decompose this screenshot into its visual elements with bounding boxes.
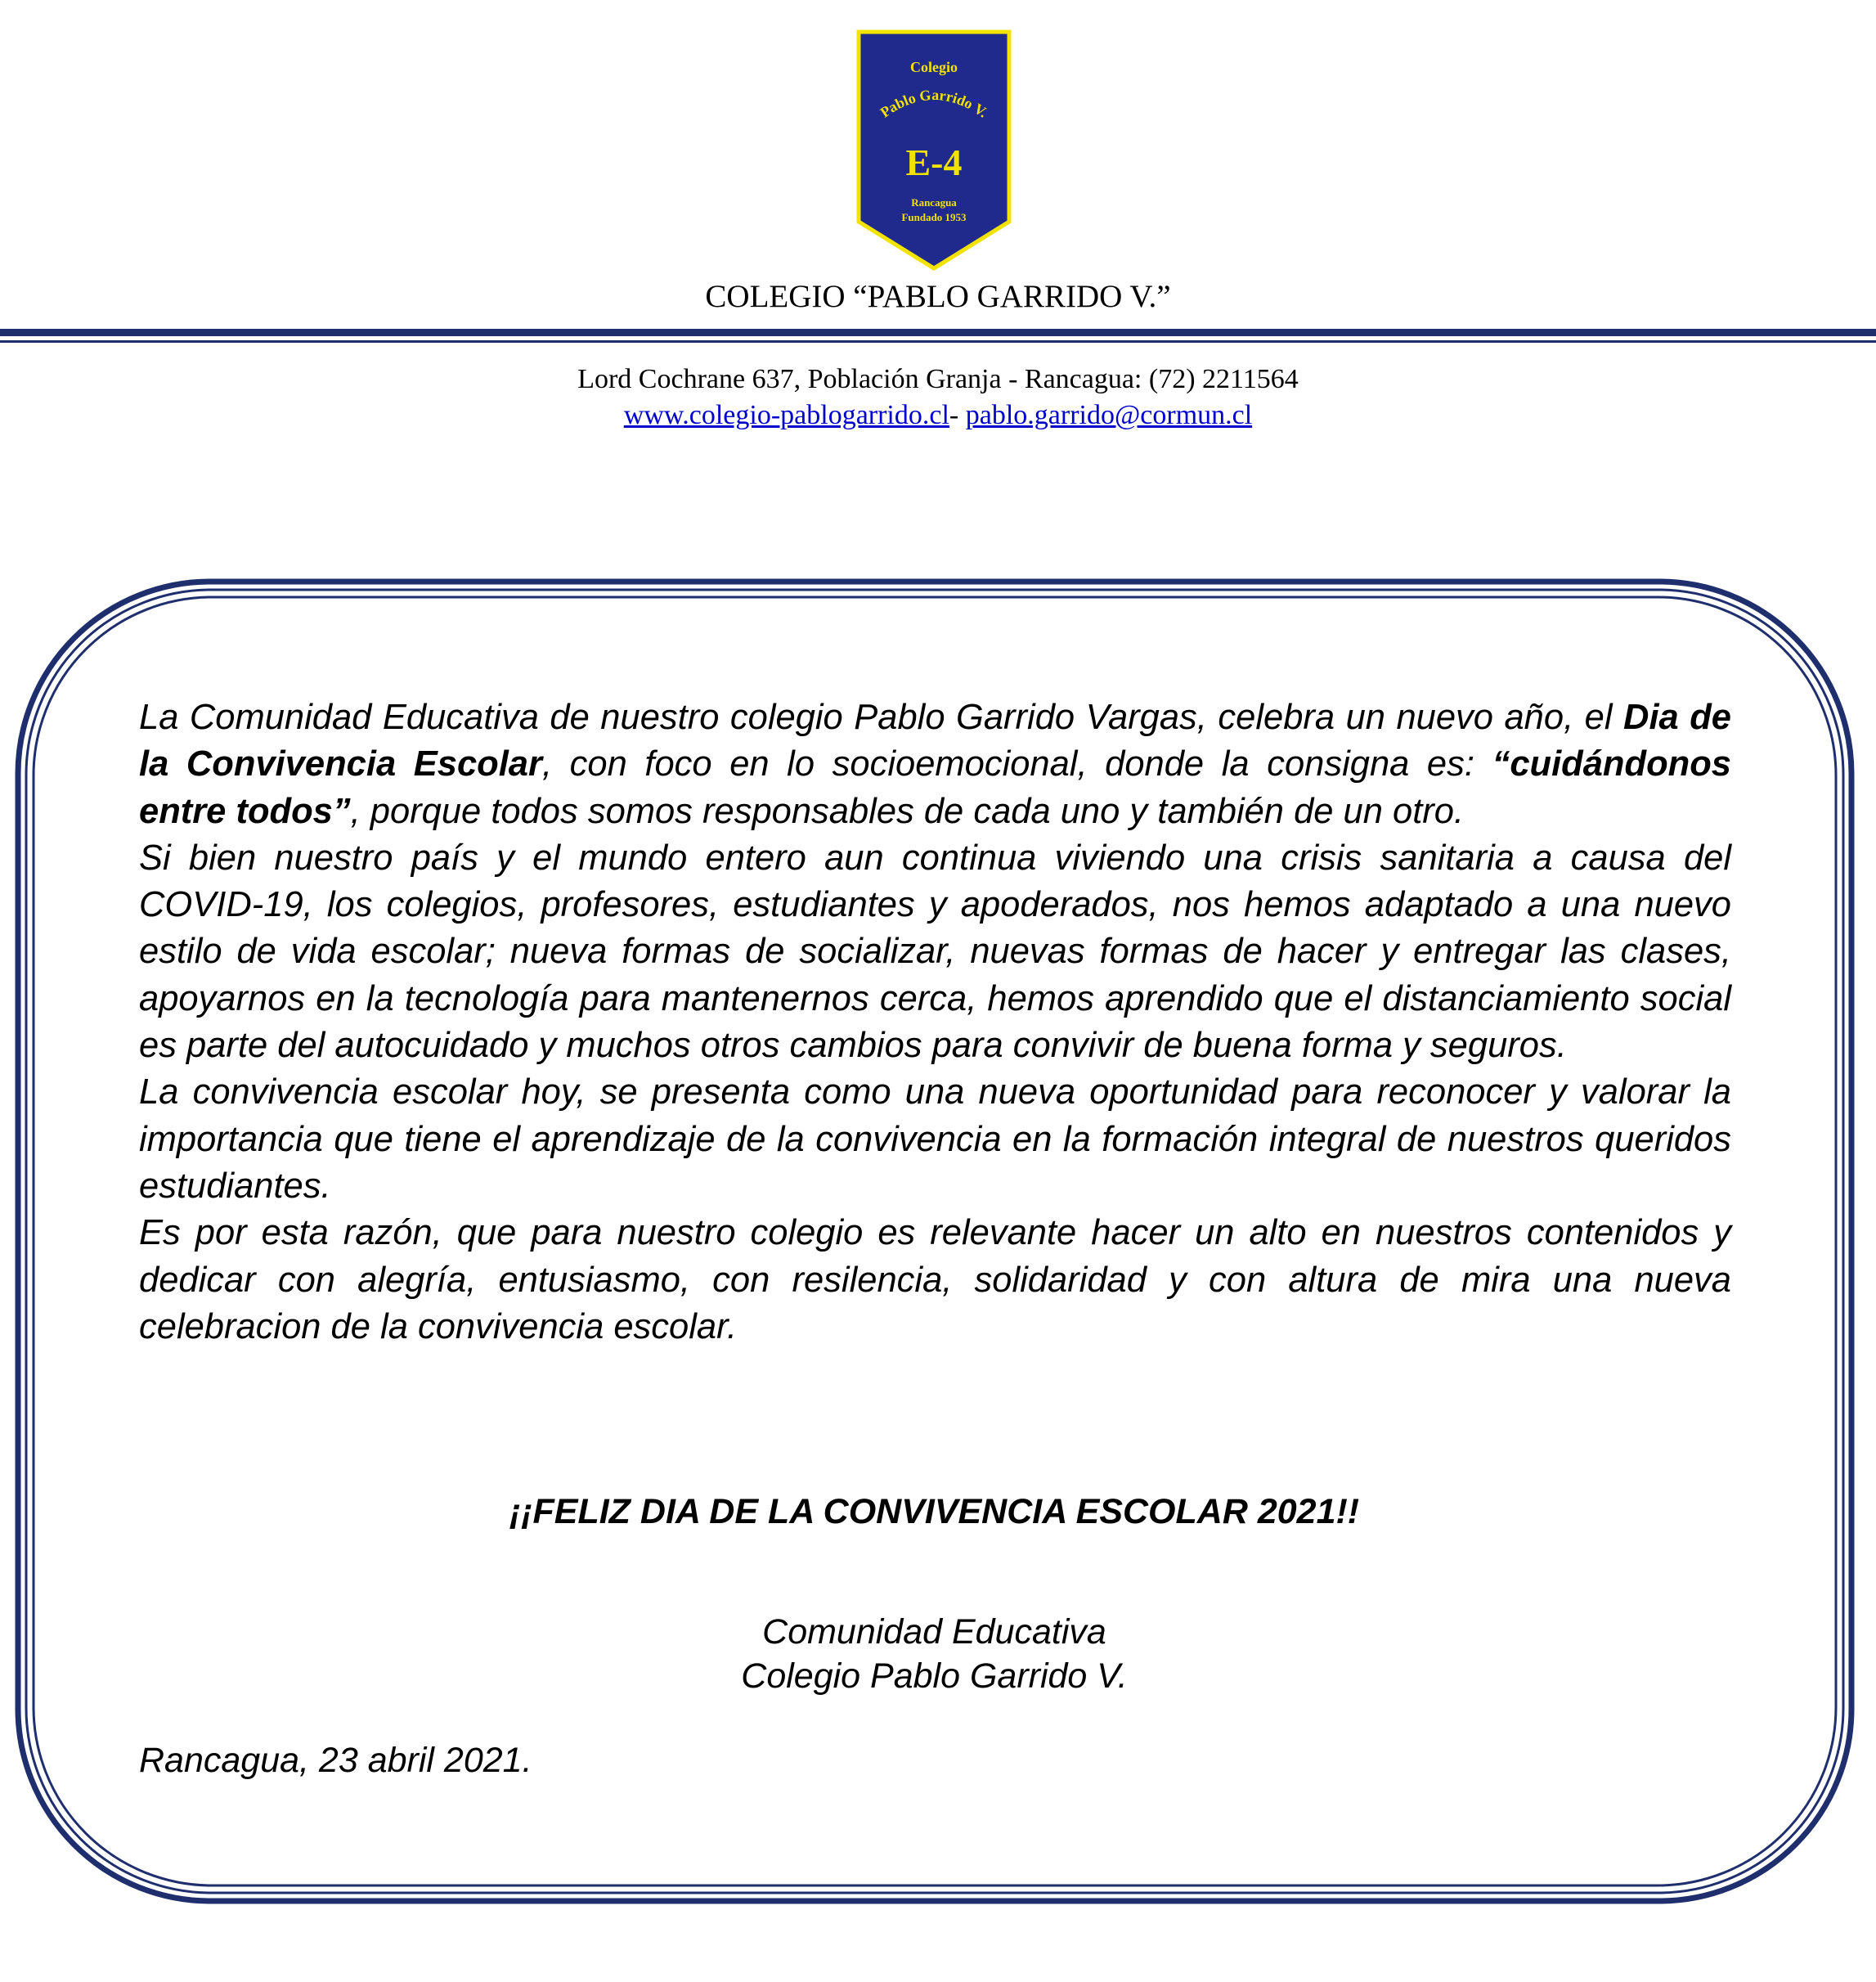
crest-founded: Fundado 1953 [901, 211, 967, 223]
header-divider-thick [0, 329, 1876, 336]
school-address: Lord Cochrane 637, Población Granja - Rancagua: (72) 2211564 [577, 364, 1299, 394]
contact-links [0, 398, 1876, 433]
paragraph-1 [139, 694, 1731, 835]
crest-code: E-4 [905, 142, 963, 183]
signature-line-2: Colegio Pablo Garrido V. [741, 1656, 1128, 1696]
paragraph-3: La convivencia escolar hoy, se presenta como una nueva oportunidad para reconocer y valorar la importancia que tiene el aprendizaje de la convivencia en la formación integral de nuestros queridos estudiantes. [139, 1072, 1731, 1206]
website-link[interactable]: www.colegio-pablogarrido.cl [623, 400, 949, 430]
paragraph-2: Si bien nuestro país y el mundo entero aun continua viviendo una crisis sanitaria a causa del COVID-19, los colegios, profesores, estudiantes y apoderados, nos hemos adaptado a una nuevo estilo de vida escolar; nueva formas de socializar, nuevas formas de hacer y entregar las clases, apoyarnos en la tecnología para mantenernos cerca, hemos aprendido que el distanciamiento social es parte del autocuidado y muchos otros cambios para convivir de buena forma y seguros. [139, 838, 1731, 1066]
letter-date: Rancagua, 23 abril 2021. [139, 1741, 532, 1780]
crest-city: Rancagua [911, 196, 957, 209]
signature-line-1: Comunidad Educativa [762, 1612, 1106, 1652]
paragraph-1-bold-event: Dia de la Convivencia Escolar [139, 698, 1731, 784]
contact-separator: - [949, 400, 966, 430]
crest-shield-icon [856, 29, 1012, 272]
crest-line2: Pablo Garrido V. [877, 86, 991, 121]
school-name: COLEGIO “PABLO GARRIDO V.” [705, 279, 1171, 314]
greeting: ¡¡FELIZ DIA DE LA CONVIVENCIA ESCOLAR 2021!! [509, 1492, 1360, 1531]
email-link[interactable]: pablo.garrido@cormun.cl [965, 400, 1253, 430]
crest-line1: Colegio [910, 59, 958, 75]
paragraph-1-text-a: La Comunidad Educativa de nuestro colegio Pablo Garrido Vargas, celebra un nuevo año, el [139, 698, 1624, 737]
signature [0, 1610, 1869, 1698]
paragraph-1-bold-motto: “cuidándonos entre todos” [139, 744, 1731, 831]
paragraph-4: Es por esta razón, que para nuestro colegio es relevante hacer un alto en nuestros contenidos y dedicar con alegría, entusiasmo, con resilencia, solidaridad y con altura de mira una nueva celebracion de la convivencia escolar. [139, 1213, 1731, 1346]
header-divider-thin [0, 340, 1876, 343]
paragraph-1-text-c: , porque todos somos responsables de cada uno y también de un otro. [350, 791, 1465, 831]
letter-body [139, 694, 1731, 1351]
school-crest [856, 29, 1012, 272]
paragraph-1-text-b: , con foco en lo socioemocional, donde la consigna es: [541, 744, 1492, 784]
